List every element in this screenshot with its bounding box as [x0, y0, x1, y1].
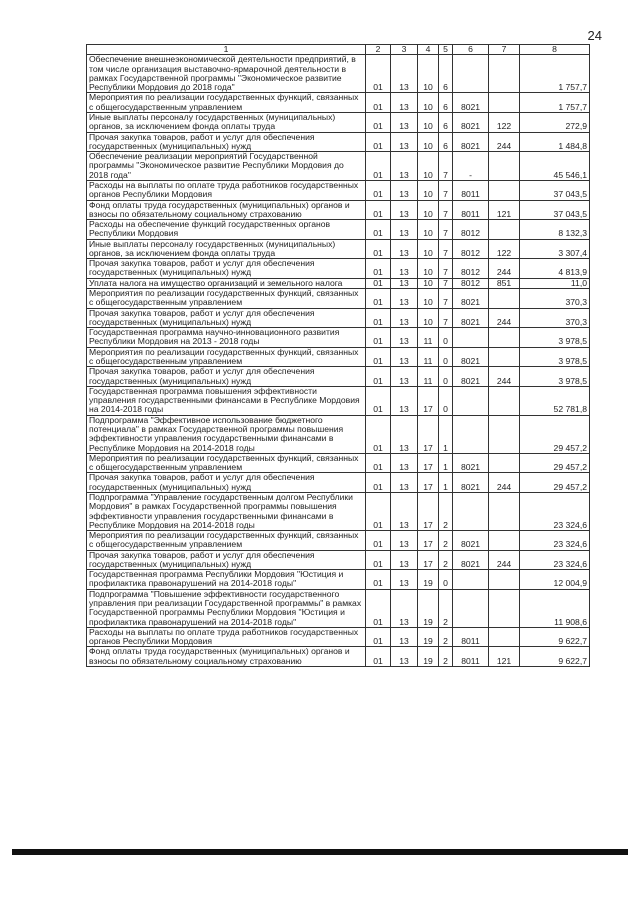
row-name-cell: Прочая закупка товаров, работ и услуг для обеспечения государственных (муниципальных) нужд — [87, 132, 366, 152]
row-code-cell: 17 — [418, 550, 439, 570]
row-name-cell: Государственная программа Республики Мордовия "Юстиция и профилактика правонарушений на 2014-2018 годы" — [87, 570, 366, 590]
row-code-cell — [453, 55, 489, 93]
row-code-cell: 19 — [418, 570, 439, 590]
row-name-cell: Иные выплаты персоналу государственных (муниципальных) органов, за исключением фонда оплаты труда — [87, 112, 366, 132]
row-name-cell: Мероприятия по реализации государственных функций, связанных с общегосударственным управлением — [87, 453, 366, 473]
row-amount-cell: 1 484,8 — [520, 132, 590, 152]
row-code-cell: 01 — [366, 473, 391, 493]
row-code-cell — [453, 415, 489, 453]
row-code-cell: 851 — [489, 278, 520, 288]
row-code-cell: 2 — [439, 647, 453, 667]
table-row — [87, 132, 590, 152]
row-amount-cell: 37 043,5 — [520, 180, 590, 200]
row-amount-cell: 3 978,5 — [520, 328, 590, 348]
row-name-cell: Мероприятия по реализации государственных функций, связанных с общегосударственным управлением — [87, 93, 366, 113]
table-row — [87, 347, 590, 367]
row-name-cell: Обеспечение реализации мероприятий Государственной программы "Экономическое развитие Республики Мордовия до 2018 года" — [87, 152, 366, 181]
row-code-cell: 01 — [366, 112, 391, 132]
row-code-cell — [453, 492, 489, 530]
col-header: 1 — [87, 45, 366, 55]
row-name-cell: Расходы на обеспечение функций государственных органов Республики Мордовия — [87, 220, 366, 240]
row-code-cell: 13 — [391, 627, 418, 647]
row-code-cell: 2 — [439, 531, 453, 551]
table-row — [87, 453, 590, 473]
row-code-cell: 2 — [439, 550, 453, 570]
row-code-cell: 13 — [391, 112, 418, 132]
row-code-cell: 13 — [391, 367, 418, 387]
row-code-cell: 0 — [439, 328, 453, 348]
row-code-cell: 01 — [366, 386, 391, 415]
row-code-cell: 244 — [489, 550, 520, 570]
row-code-cell: 8021 — [453, 93, 489, 113]
row-code-cell: 01 — [366, 289, 391, 309]
row-code-cell: 13 — [391, 453, 418, 473]
row-code-cell: 01 — [366, 550, 391, 570]
row-code-cell: 01 — [366, 570, 391, 590]
row-code-cell: 8021 — [453, 289, 489, 309]
row-code-cell: 13 — [391, 93, 418, 113]
row-amount-cell: 37 043,5 — [520, 200, 590, 220]
header-row — [87, 45, 590, 55]
row-code-cell: 7 — [439, 308, 453, 328]
row-code-cell: 19 — [418, 627, 439, 647]
row-code-cell: 8011 — [453, 180, 489, 200]
row-code-cell: 6 — [439, 112, 453, 132]
row-name-cell: Расходы на выплаты по оплате труда работников государственных органов Республики Мордовия — [87, 627, 366, 647]
row-code-cell: 01 — [366, 347, 391, 367]
row-code-cell: 10 — [418, 259, 439, 279]
row-code-cell: 2 — [439, 589, 453, 627]
row-code-cell: 17 — [418, 453, 439, 473]
table-row — [87, 570, 590, 590]
row-code-cell: 1 — [439, 415, 453, 453]
row-code-cell: 8011 — [453, 200, 489, 220]
row-code-cell: 0 — [439, 367, 453, 387]
table-row — [87, 259, 590, 279]
row-name-cell: Государственная программа научно-инновационного развития Республики Мордовия на 2013 - 2018 годы — [87, 328, 366, 348]
row-code-cell: 01 — [366, 200, 391, 220]
row-name-cell: Прочая закупка товаров, работ и услуг для обеспечения государственных (муниципальных) нужд — [87, 308, 366, 328]
col-header: 2 — [366, 45, 391, 55]
row-name-cell: Подпрограмма "Эффективное использование бюджетного потенциала" в рамках Государственной программы повышения эффективности управления государственными финансами в Республике Мордовия на 2014-2018 годы — [87, 415, 366, 453]
row-code-cell: 01 — [366, 647, 391, 667]
row-code-cell: 13 — [391, 55, 418, 93]
row-code-cell: 01 — [366, 531, 391, 551]
table-row — [87, 200, 590, 220]
row-code-cell: 8021 — [453, 453, 489, 473]
row-code-cell: 01 — [366, 415, 391, 453]
row-name-cell: Прочая закупка товаров, работ и услуг для обеспечения государственных (муниципальных) нужд — [87, 259, 366, 279]
row-code-cell: 10 — [418, 308, 439, 328]
col-header: 6 — [453, 45, 489, 55]
row-name-cell: Фонд оплаты труда государственных (муниципальных) органов и взносы по обязательному социальному страхованию — [87, 647, 366, 667]
row-code-cell: 8021 — [453, 308, 489, 328]
row-code-cell: 01 — [366, 180, 391, 200]
row-code-cell: 244 — [489, 367, 520, 387]
col-header: 7 — [489, 45, 520, 55]
row-code-cell: 244 — [489, 259, 520, 279]
row-code-cell: 1 — [439, 473, 453, 493]
row-code-cell: 122 — [489, 239, 520, 259]
table-row — [87, 328, 590, 348]
row-code-cell — [489, 531, 520, 551]
row-amount-cell: 29 457,2 — [520, 415, 590, 453]
row-code-cell: 6 — [439, 55, 453, 93]
row-code-cell: 8021 — [453, 531, 489, 551]
row-code-cell: 13 — [391, 531, 418, 551]
row-code-cell: 1 — [439, 453, 453, 473]
table-row — [87, 550, 590, 570]
row-code-cell: 01 — [366, 492, 391, 530]
row-code-cell: 17 — [418, 386, 439, 415]
row-code-cell: 10 — [418, 239, 439, 259]
table-row — [87, 415, 590, 453]
row-code-cell: 2 — [439, 492, 453, 530]
row-amount-cell: 1 757,7 — [520, 93, 590, 113]
row-amount-cell: 370,3 — [520, 289, 590, 309]
row-amount-cell: 3 978,5 — [520, 367, 590, 387]
row-code-cell: 8012 — [453, 239, 489, 259]
row-amount-cell: 9 622,7 — [520, 647, 590, 667]
row-code-cell: 13 — [391, 647, 418, 667]
row-code-cell: 8021 — [453, 132, 489, 152]
row-code-cell: 8021 — [453, 550, 489, 570]
row-name-cell: Прочая закупка товаров, работ и услуг для обеспечения государственных (муниципальных) нужд — [87, 367, 366, 387]
row-code-cell — [489, 152, 520, 181]
row-code-cell: 0 — [439, 347, 453, 367]
table-row — [87, 239, 590, 259]
row-code-cell: 10 — [418, 152, 439, 181]
row-code-cell: 01 — [366, 627, 391, 647]
row-code-cell: 10 — [418, 200, 439, 220]
row-name-cell: Мероприятия по реализации государственных функций, связанных с общегосударственным управлением — [87, 289, 366, 309]
row-code-cell — [489, 180, 520, 200]
row-code-cell: 7 — [439, 239, 453, 259]
row-code-cell: - — [453, 152, 489, 181]
row-code-cell — [489, 627, 520, 647]
row-code-cell: 13 — [391, 308, 418, 328]
row-code-cell: 8012 — [453, 259, 489, 279]
row-code-cell: 11 — [418, 367, 439, 387]
table-row — [87, 278, 590, 288]
row-code-cell: 8021 — [453, 367, 489, 387]
row-amount-cell: 3 978,5 — [520, 347, 590, 367]
row-code-cell: 13 — [391, 550, 418, 570]
row-code-cell: 121 — [489, 647, 520, 667]
row-amount-cell: 11 908,6 — [520, 589, 590, 627]
row-code-cell — [489, 220, 520, 240]
row-code-cell: 10 — [418, 132, 439, 152]
row-code-cell — [453, 570, 489, 590]
table-row — [87, 152, 590, 181]
row-code-cell: 01 — [366, 55, 391, 93]
row-code-cell: 11 — [418, 347, 439, 367]
table-row — [87, 308, 590, 328]
row-name-cell: Фонд оплаты труда государственных (муниципальных) органов и взносы по обязательному социальному страхованию — [87, 200, 366, 220]
row-code-cell: 13 — [391, 200, 418, 220]
row-name-cell: Подпрограмма "Управление государственным долгом Республики Мордовия" в рамках Государственной программы повышения эффективности управления государственными финансами в Республике Мордовия на 2014-2018 годы — [87, 492, 366, 530]
row-code-cell: 10 — [418, 180, 439, 200]
row-amount-cell: 23 324,6 — [520, 492, 590, 530]
table-row — [87, 589, 590, 627]
row-code-cell: 10 — [418, 55, 439, 93]
row-amount-cell: 11,0 — [520, 278, 590, 288]
row-code-cell: 01 — [366, 220, 391, 240]
row-code-cell — [489, 386, 520, 415]
row-amount-cell: 23 324,6 — [520, 531, 590, 551]
row-code-cell: 13 — [391, 415, 418, 453]
row-code-cell: 19 — [418, 589, 439, 627]
row-code-cell: 17 — [418, 492, 439, 530]
table-row — [87, 367, 590, 387]
budget-table — [86, 44, 590, 667]
row-code-cell: 01 — [366, 367, 391, 387]
row-code-cell — [489, 492, 520, 530]
row-amount-cell: 272,9 — [520, 112, 590, 132]
row-code-cell: 13 — [391, 259, 418, 279]
col-header: 4 — [418, 45, 439, 55]
row-code-cell — [453, 386, 489, 415]
row-code-cell: 13 — [391, 152, 418, 181]
row-code-cell: 01 — [366, 239, 391, 259]
row-code-cell: 13 — [391, 492, 418, 530]
row-code-cell: 01 — [366, 328, 391, 348]
row-code-cell: 13 — [391, 386, 418, 415]
row-code-cell: 11 — [418, 328, 439, 348]
table-row — [87, 289, 590, 309]
row-code-cell: 01 — [366, 132, 391, 152]
row-code-cell: 17 — [418, 531, 439, 551]
row-amount-cell: 45 546,1 — [520, 152, 590, 181]
row-code-cell: 8021 — [453, 347, 489, 367]
row-code-cell: 6 — [439, 93, 453, 113]
row-code-cell: 10 — [418, 93, 439, 113]
row-code-cell: 13 — [391, 220, 418, 240]
row-code-cell: 01 — [366, 589, 391, 627]
row-name-cell: Подпрограмма "Повышение эффективности государственного управления при реализации Государственной программы" в рамках Государственной программы Республики Мордовия "Юстиция и профилактика правонарушений на 2014-2018 годы" — [87, 589, 366, 627]
row-name-cell: Государственная программа повышения эффективности управления государственными финансами в Республике Мордовия на 2014-2018 годы — [87, 386, 366, 415]
row-code-cell — [489, 93, 520, 113]
row-amount-cell: 12 004,9 — [520, 570, 590, 590]
row-code-cell — [489, 347, 520, 367]
row-amount-cell: 4 813,9 — [520, 259, 590, 279]
page-number: 24 — [587, 28, 602, 43]
row-code-cell: 8021 — [453, 473, 489, 493]
table-row — [87, 627, 590, 647]
row-code-cell: 10 — [418, 112, 439, 132]
row-code-cell: 13 — [391, 180, 418, 200]
row-code-cell — [489, 415, 520, 453]
row-name-cell: Мероприятия по реализации государственных функций, связанных с общегосударственным управлением — [87, 347, 366, 367]
row-code-cell: 244 — [489, 473, 520, 493]
row-code-cell: 17 — [418, 415, 439, 453]
row-amount-cell: 8 132,3 — [520, 220, 590, 240]
row-code-cell: 13 — [391, 589, 418, 627]
row-code-cell: 0 — [439, 386, 453, 415]
table-row — [87, 55, 590, 93]
row-name-cell: Уплата налога на имущество организаций и земельного налога — [87, 278, 366, 288]
row-code-cell: 10 — [418, 289, 439, 309]
row-code-cell: 7 — [439, 289, 453, 309]
row-code-cell: 8011 — [453, 647, 489, 667]
row-code-cell: 7 — [439, 259, 453, 279]
col-header: 5 — [439, 45, 453, 55]
row-code-cell: 6 — [439, 132, 453, 152]
row-code-cell: 10 — [418, 220, 439, 240]
row-code-cell: 01 — [366, 308, 391, 328]
row-code-cell: 8012 — [453, 220, 489, 240]
col-header: 8 — [520, 45, 590, 55]
row-amount-cell: 29 457,2 — [520, 453, 590, 473]
row-code-cell: 0 — [439, 570, 453, 590]
row-name-cell: Иные выплаты персоналу государственных (муниципальных) органов, за исключением фонда оплаты труда — [87, 239, 366, 259]
row-code-cell: 13 — [391, 570, 418, 590]
row-code-cell: 13 — [391, 278, 418, 288]
row-code-cell: 13 — [391, 347, 418, 367]
row-code-cell: 13 — [391, 132, 418, 152]
row-amount-cell: 370,3 — [520, 308, 590, 328]
row-code-cell: 2 — [439, 627, 453, 647]
row-code-cell: 7 — [439, 278, 453, 288]
row-code-cell: 01 — [366, 453, 391, 473]
row-code-cell: 7 — [439, 220, 453, 240]
row-code-cell — [489, 328, 520, 348]
row-code-cell: 7 — [439, 152, 453, 181]
row-code-cell — [489, 453, 520, 473]
row-code-cell: 244 — [489, 308, 520, 328]
table-row — [87, 647, 590, 667]
row-name-cell: Расходы на выплаты по оплате труда работников государственных органов Республики Мордовия — [87, 180, 366, 200]
table-row — [87, 473, 590, 493]
row-code-cell: 13 — [391, 473, 418, 493]
table-row — [87, 180, 590, 200]
table-row — [87, 386, 590, 415]
row-code-cell: 122 — [489, 112, 520, 132]
table-row — [87, 112, 590, 132]
row-code-cell: 10 — [418, 278, 439, 288]
row-code-cell: 13 — [391, 239, 418, 259]
row-code-cell: 01 — [366, 259, 391, 279]
row-code-cell: 13 — [391, 289, 418, 309]
table-row — [87, 93, 590, 113]
row-amount-cell: 52 781,8 — [520, 386, 590, 415]
row-code-cell: 8011 — [453, 627, 489, 647]
row-code-cell: 01 — [366, 152, 391, 181]
row-amount-cell: 3 307,4 — [520, 239, 590, 259]
row-amount-cell: 29 457,2 — [520, 473, 590, 493]
row-amount-cell: 9 622,7 — [520, 627, 590, 647]
row-name-cell: Мероприятия по реализации государственных функций, связанных с общегосударственным управлением — [87, 531, 366, 551]
row-code-cell: 121 — [489, 200, 520, 220]
row-code-cell: 01 — [366, 93, 391, 113]
col-header: 3 — [391, 45, 418, 55]
row-code-cell: 7 — [439, 200, 453, 220]
row-amount-cell: 23 324,6 — [520, 550, 590, 570]
row-code-cell — [453, 328, 489, 348]
row-code-cell — [489, 589, 520, 627]
row-code-cell — [489, 289, 520, 309]
row-name-cell: Прочая закупка товаров, работ и услуг для обеспечения государственных (муниципальных) нужд — [87, 550, 366, 570]
row-code-cell: 8012 — [453, 278, 489, 288]
row-code-cell — [489, 55, 520, 93]
bottom-scan-bar — [12, 849, 628, 855]
row-amount-cell: 1 757,7 — [520, 55, 590, 93]
row-code-cell: 8021 — [453, 112, 489, 132]
row-code-cell: 17 — [418, 473, 439, 493]
row-code-cell: 13 — [391, 328, 418, 348]
table-row — [87, 531, 590, 551]
row-code-cell — [489, 570, 520, 590]
row-code-cell: 01 — [366, 278, 391, 288]
row-code-cell — [453, 589, 489, 627]
table-row — [87, 220, 590, 240]
row-code-cell: 7 — [439, 180, 453, 200]
row-name-cell: Прочая закупка товаров, работ и услуг для обеспечения государственных (муниципальных) нужд — [87, 473, 366, 493]
row-code-cell: 244 — [489, 132, 520, 152]
row-code-cell: 19 — [418, 647, 439, 667]
table-row — [87, 492, 590, 530]
row-name-cell: Обеспечение внешнеэкономической деятельности предприятий, в том числе организация выставочно-ярмарочной деятельности в рамках Государственной программы "Экономическое развитие Республики Мордовия до 2018 года" — [87, 55, 366, 93]
